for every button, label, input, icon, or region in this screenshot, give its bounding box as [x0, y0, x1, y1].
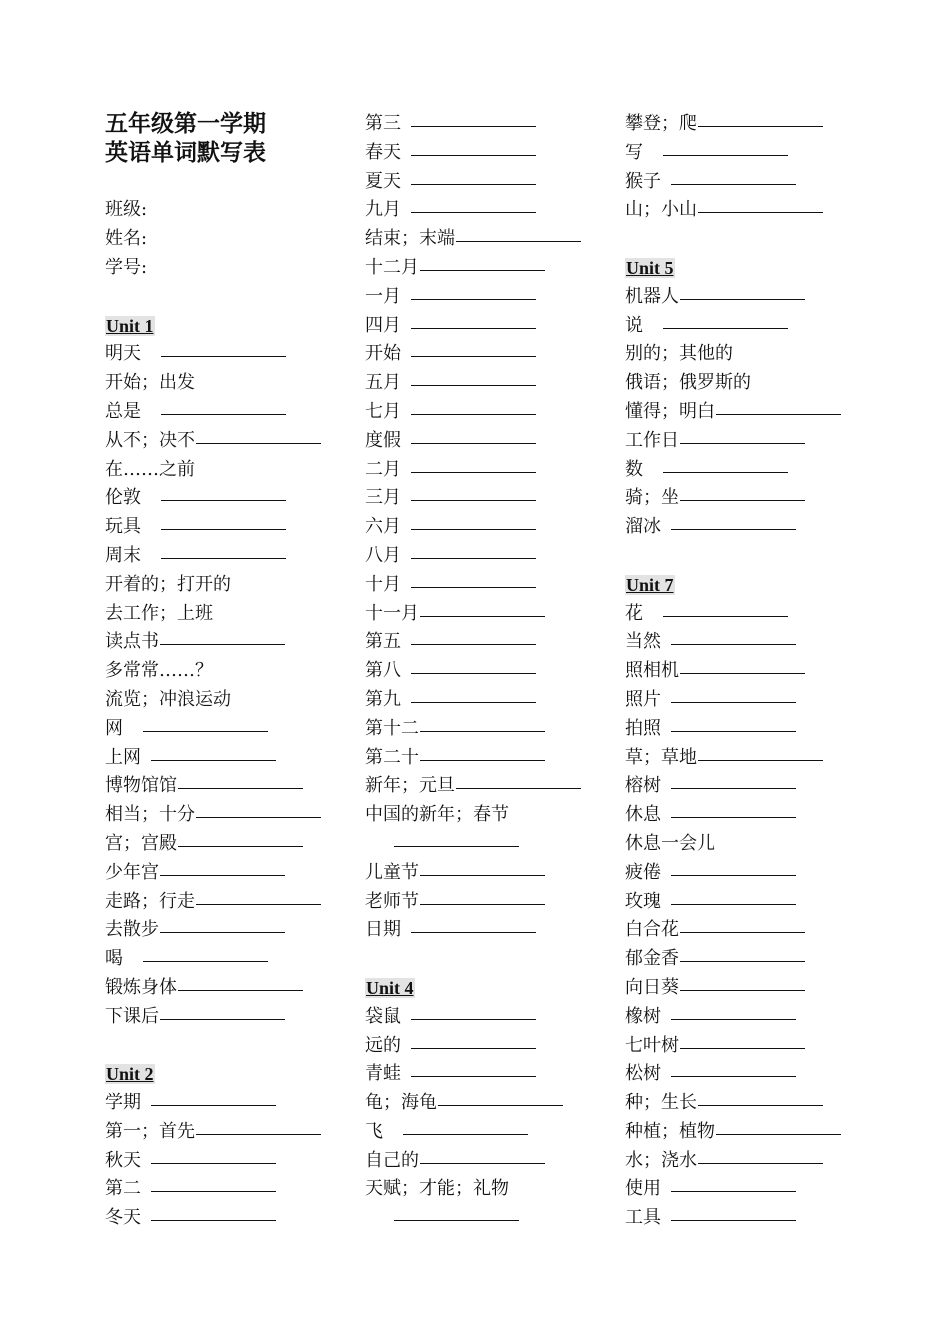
answer-blank[interactable]: [671, 730, 796, 732]
word-row: 喝: [105, 945, 355, 974]
page-title-line-2: 英语单词默写表: [105, 138, 266, 166]
word-row: 远的: [365, 1032, 615, 1061]
word-row: 攀登；爬: [625, 110, 875, 139]
answer-blank[interactable]: [671, 183, 796, 185]
answer-blank[interactable]: [680, 298, 805, 300]
word-row: 自己的: [365, 1147, 615, 1176]
word-row: 八月: [365, 542, 615, 571]
word-row: 写: [625, 139, 875, 168]
word-row: 老师节: [365, 888, 615, 917]
word-row: 新年；元旦: [365, 772, 615, 801]
word-row: 工具: [625, 1204, 875, 1233]
class-label: 班级:: [105, 199, 148, 221]
word-row: 休息: [625, 801, 875, 830]
word-row: 第一；首先: [105, 1118, 355, 1147]
answer-blank[interactable]: [151, 1219, 276, 1221]
answer-blank[interactable]: [663, 327, 788, 329]
word-row: 多常常……？: [105, 660, 213, 682]
answer-blank[interactable]: [394, 845, 519, 847]
word-row: 度假: [365, 427, 615, 456]
answer-blank[interactable]: [411, 355, 536, 357]
answer-blank[interactable]: [698, 759, 823, 761]
word-row: 工作日: [625, 427, 875, 456]
answer-blank[interactable]: [680, 672, 805, 674]
word-row: 日期: [365, 916, 615, 945]
answer-blank[interactable]: [716, 1133, 841, 1135]
word-row: 二月: [365, 456, 615, 485]
answer-blank[interactable]: [411, 528, 536, 530]
word-row: 网: [105, 715, 355, 744]
answer-blank[interactable]: [161, 355, 286, 357]
answer-blank[interactable]: [411, 701, 536, 703]
name-label: 姓名:: [105, 228, 148, 250]
word-row: 说: [625, 312, 875, 341]
word-row: 去散步: [105, 916, 355, 945]
answer-blank[interactable]: [411, 327, 536, 329]
answer-blank[interactable]: [411, 125, 536, 127]
answer-blank[interactable]: [196, 442, 321, 444]
unit-1-heading: Unit 1: [106, 315, 154, 336]
answer-blank[interactable]: [196, 903, 321, 905]
word-row: 第八: [365, 657, 615, 686]
answer-blank[interactable]: [420, 1162, 545, 1164]
word-row: 六月: [365, 513, 615, 542]
word-row: 第二: [105, 1175, 355, 1204]
word-row: 七月: [365, 398, 615, 427]
answer-blank[interactable]: [671, 787, 796, 789]
answer-blank[interactable]: [438, 1104, 563, 1106]
answer-blank[interactable]: [411, 384, 536, 386]
word-row: 玫瑰: [625, 888, 875, 917]
answer-blank[interactable]: [671, 528, 796, 530]
answer-blank[interactable]: [411, 1018, 536, 1020]
word-row: 白合花: [625, 916, 875, 945]
word-row: 第九: [365, 686, 615, 715]
word-row: 开始: [365, 340, 615, 369]
word-row: 第五: [365, 628, 615, 657]
word-row: 三月: [365, 484, 615, 513]
answer-blank[interactable]: [420, 874, 545, 876]
word-row: 照片: [625, 686, 875, 715]
unit-5-heading: Unit 5: [626, 257, 674, 278]
word-row: 去工作；上班: [105, 602, 213, 624]
answer-blank[interactable]: [456, 240, 581, 242]
answer-blank[interactable]: [403, 1133, 528, 1135]
answer-blank[interactable]: [143, 960, 268, 962]
word-row: 使用: [625, 1175, 875, 1204]
word-row: 周末: [105, 542, 355, 571]
answer-blank[interactable]: [151, 759, 276, 761]
answer-blank[interactable]: [161, 557, 286, 559]
word-row: 春天: [365, 139, 615, 168]
answer-blank[interactable]: [196, 1133, 321, 1135]
word-row: 种；生长: [625, 1089, 875, 1118]
answer-blank[interactable]: [411, 154, 536, 156]
answer-blank[interactable]: [671, 1018, 796, 1020]
word-row: 第二十: [365, 744, 615, 773]
page-title-line-1: 五年级第一学期: [105, 110, 266, 137]
word-row: 草；草地: [625, 744, 875, 773]
word-row: 冬天: [105, 1204, 355, 1233]
word-row: 伦敦: [105, 484, 355, 513]
answer-blank[interactable]: [663, 615, 788, 617]
answer-blank[interactable]: [411, 672, 536, 674]
word-row: 流览；冲浪运动: [105, 688, 231, 710]
answer-blank[interactable]: [680, 989, 805, 991]
answer-blank[interactable]: [671, 903, 796, 905]
word-row: 花: [625, 600, 875, 629]
answer-blank[interactable]: [411, 1075, 536, 1077]
answer-blank[interactable]: [411, 471, 536, 473]
word-row: 第三: [365, 110, 615, 139]
word-row: 十月: [365, 571, 615, 600]
word-row: [365, 830, 615, 859]
word-row: 猴子: [625, 168, 875, 197]
word-row: 照相机: [625, 657, 875, 686]
answer-blank[interactable]: [663, 471, 788, 473]
word-row: 总是: [105, 398, 355, 427]
word-row: 天赋；才能；礼物: [365, 1178, 509, 1200]
word-row: 走路；行走: [105, 888, 355, 917]
word-row: 龟；海龟: [365, 1089, 615, 1118]
answer-blank[interactable]: [671, 1075, 796, 1077]
unit-2-heading: Unit 2: [106, 1064, 154, 1085]
word-row: 锻炼身体: [105, 974, 355, 1003]
answer-blank[interactable]: [161, 413, 286, 415]
word-row: 相当；十分: [105, 801, 355, 830]
word-row: 青蛙: [365, 1060, 615, 1089]
word-row: 上网: [105, 744, 355, 773]
answer-blank[interactable]: [411, 586, 536, 588]
answer-blank[interactable]: [680, 1047, 805, 1049]
answer-blank[interactable]: [160, 1018, 285, 1020]
word-row: 开着的；打开的: [105, 573, 231, 595]
word-row: 第十二: [365, 715, 615, 744]
answer-blank[interactable]: [671, 643, 796, 645]
unit-7-heading: Unit 7: [626, 574, 674, 595]
answer-blank[interactable]: [161, 528, 286, 530]
answer-blank[interactable]: [698, 125, 823, 127]
word-row: 骑；坐: [625, 484, 875, 513]
word-row: 拍照: [625, 715, 875, 744]
answer-blank[interactable]: [411, 1047, 536, 1049]
answer-blank[interactable]: [671, 816, 796, 818]
word-row: 五月: [365, 369, 615, 398]
word-row: 向日葵: [625, 974, 875, 1003]
answer-blank[interactable]: [671, 701, 796, 703]
word-row: 四月: [365, 312, 615, 341]
answer-blank[interactable]: [151, 1162, 276, 1164]
answer-blank[interactable]: [671, 1219, 796, 1221]
word-row: 袋鼠: [365, 1003, 615, 1032]
answer-blank[interactable]: [680, 960, 805, 962]
word-row: 山；小山: [625, 196, 875, 225]
answer-blank[interactable]: [671, 1190, 796, 1192]
word-row: 懂得；明白: [625, 398, 875, 427]
answer-blank[interactable]: [663, 154, 788, 156]
word-row: 松树: [625, 1060, 875, 1089]
answer-blank[interactable]: [671, 874, 796, 876]
unit-4-heading: Unit 4: [366, 977, 414, 998]
column-1: [105, 110, 355, 1233]
answer-blank[interactable]: [698, 211, 823, 213]
answer-blank[interactable]: [151, 1104, 276, 1106]
word-row: 中国的新年；春节: [365, 804, 509, 826]
answer-blank[interactable]: [420, 759, 545, 761]
word-row: 七叶树: [625, 1032, 875, 1061]
column-3: [625, 110, 875, 1233]
column-2: [365, 110, 615, 1233]
word-row: 别的；其他的: [625, 343, 733, 365]
word-row: 数: [625, 456, 875, 485]
answer-blank[interactable]: [411, 931, 536, 933]
word-row: 从不；决不: [105, 427, 355, 456]
answer-blank[interactable]: [420, 269, 545, 271]
answer-blank[interactable]: [178, 989, 303, 991]
answer-blank[interactable]: [411, 183, 536, 185]
word-row: 结束；末端: [365, 225, 615, 254]
answer-blank[interactable]: [420, 730, 545, 732]
word-row: 橡树: [625, 1003, 875, 1032]
word-row: 宫；宫殿: [105, 830, 355, 859]
answer-blank[interactable]: [411, 557, 536, 559]
answer-blank[interactable]: [178, 787, 303, 789]
answer-blank[interactable]: [411, 442, 536, 444]
word-row: 郁金香: [625, 945, 875, 974]
answer-blank[interactable]: [394, 1219, 519, 1221]
word-row: 儿童节: [365, 859, 615, 888]
id-label: 学号:: [105, 256, 148, 278]
word-row: 水；浇水: [625, 1147, 875, 1176]
word-row: 明天: [105, 340, 355, 369]
answer-blank[interactable]: [178, 845, 303, 847]
word-row: 溜冰: [625, 513, 875, 542]
word-row: 九月: [365, 196, 615, 225]
answer-blank[interactable]: [411, 413, 536, 415]
answer-blank[interactable]: [680, 499, 805, 501]
word-row: 夏天: [365, 168, 615, 197]
word-row: 一月: [365, 283, 615, 312]
word-row: 休息一会儿: [625, 832, 715, 854]
answer-blank[interactable]: [698, 1104, 823, 1106]
word-row: [365, 1204, 615, 1233]
answer-blank[interactable]: [196, 816, 321, 818]
word-row: 飞: [365, 1118, 615, 1147]
answer-blank[interactable]: [698, 1162, 823, 1164]
answer-blank[interactable]: [456, 787, 581, 789]
word-row: 十二月: [365, 254, 615, 283]
answer-blank[interactable]: [411, 211, 536, 213]
word-row: 在……之前: [105, 458, 195, 480]
word-row: 博物馆馆: [105, 772, 355, 801]
word-row: 种植；植物: [625, 1118, 875, 1147]
word-row: 十一月: [365, 600, 615, 629]
word-row: 下课后: [105, 1003, 355, 1032]
answer-blank[interactable]: [411, 298, 536, 300]
word-row: 玩具: [105, 513, 355, 542]
word-row: 当然: [625, 628, 875, 657]
word-row: 机器人: [625, 283, 875, 312]
answer-blank[interactable]: [680, 931, 805, 933]
word-row: 学期: [105, 1089, 355, 1118]
answer-blank[interactable]: [411, 643, 536, 645]
answer-blank[interactable]: [420, 903, 545, 905]
word-row: 榕树: [625, 772, 875, 801]
answer-blank[interactable]: [151, 1190, 276, 1192]
word-row: 少年宫: [105, 859, 355, 888]
word-row: 读点书: [105, 628, 355, 657]
answer-blank[interactable]: [420, 615, 545, 617]
word-row: 俄语；俄罗斯的: [625, 372, 751, 394]
answer-blank[interactable]: [680, 442, 805, 444]
answer-blank[interactable]: [160, 874, 285, 876]
answer-blank[interactable]: [160, 643, 285, 645]
answer-blank[interactable]: [411, 499, 536, 501]
answer-blank[interactable]: [161, 499, 286, 501]
answer-blank[interactable]: [716, 413, 841, 415]
answer-blank[interactable]: [143, 730, 268, 732]
word-row: 疲倦: [625, 859, 875, 888]
word-row: 开始；出发: [105, 372, 195, 394]
word-row: 秋天: [105, 1147, 355, 1176]
answer-blank[interactable]: [160, 931, 285, 933]
